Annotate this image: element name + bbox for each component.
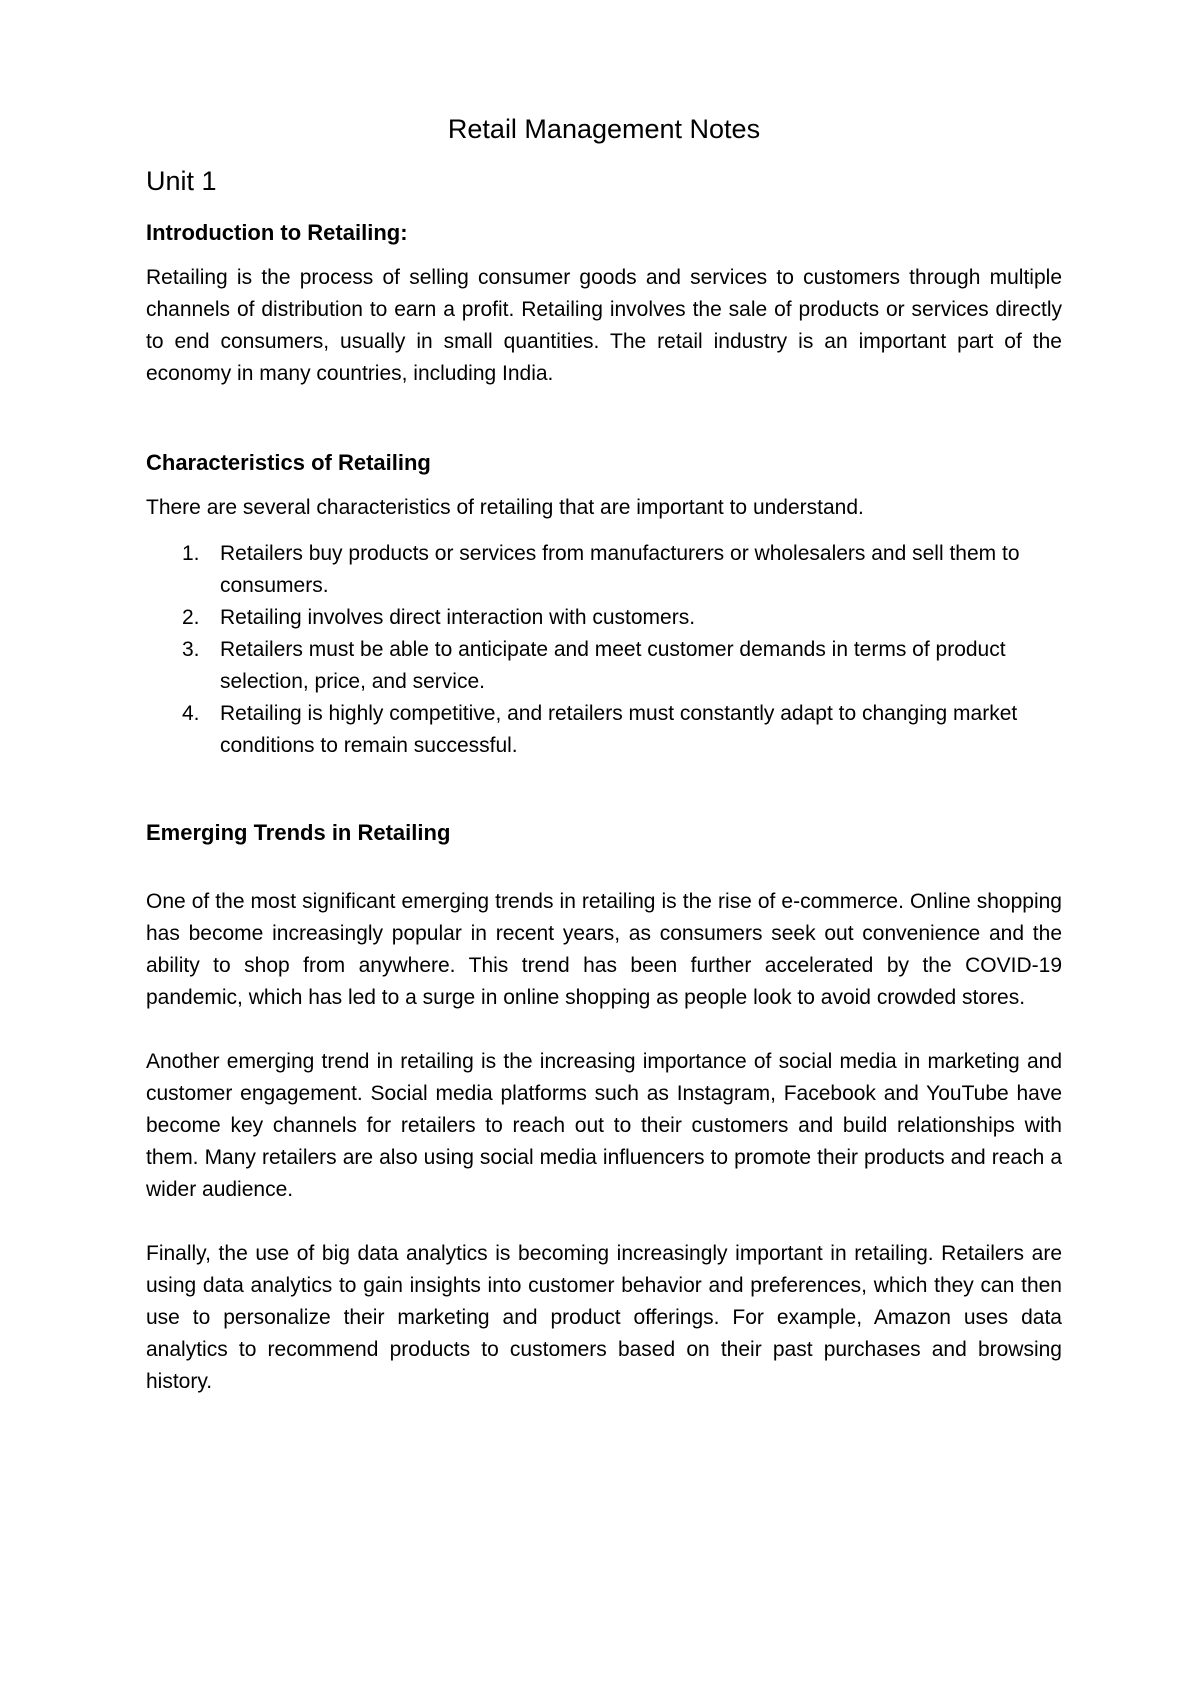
document-content [146, 112, 1062, 1398]
list-item-number: 2. [182, 606, 200, 629]
list-item-number: 1. [182, 542, 200, 565]
list-item-text: Retailing is highly competitive, and retailers must constantly adapt to changing market conditions to remain successful. [220, 702, 1018, 757]
list-item-number: 3. [182, 638, 200, 661]
list-item-text: Retailing involves direct interaction with customers. [220, 606, 696, 629]
section-heading-introduction: Introduction to Retailing: [146, 220, 408, 245]
list-item [146, 602, 1062, 634]
unit-heading: Unit 1 [146, 166, 217, 196]
document-title: Retail Management Notes [447, 114, 761, 144]
introduction-paragraph: Retailing is the process of selling consumer goods and services to customers through multiple channels of distribution to earn a profit. Retailing involves the sale of products or services directly to end consumers, usually in small quantities. The retail industry is an important part of the economy in many countries, including India. [146, 266, 1062, 385]
list-item [146, 634, 1062, 698]
list-item-number: 4. [182, 702, 200, 725]
trends-paragraph-big-data: Finally, the use of big data analytics is becoming increasingly important in retailing. Retailers are using data analytics to gain insights into customer behavior and preferences, which they can then use to personalize their marketing and product offerings. For example, Amazon uses data analytics to recommend products to customers based on their past purchases and browsing history. [146, 1242, 1062, 1393]
trends-paragraph-ecommerce: One of the most significant emerging trends in retailing is the rise of e-commerce. Online shopping has become increasingly popular in recent years, as consumers seek out convenience and the ability to shop from anywhere. This trend has been further accelerated by the COVID-19 pandemic, which has led to a surge in online shopping as people look to avoid crowded stores. [146, 890, 1062, 1009]
list-item-text: Retailers buy products or services from manufacturers or wholesalers and sell them to consumers. [220, 542, 1020, 597]
list-item [146, 538, 1062, 602]
characteristics-list [146, 538, 1062, 762]
section-heading-emerging-trends: Emerging Trends in Retailing [146, 820, 451, 845]
trends-paragraph-social-media: Another emerging trend in retailing is the increasing importance of social media in marketing and customer engagement. Social media platforms such as Instagram, Facebook and YouTube have become key channels for retailers to reach out to their customers and build relationships with them. Many retailers are also using social media influencers to promote their products and reach a wider audience. [146, 1050, 1062, 1201]
characteristics-lead-paragraph: There are several characteristics of retailing that are important to understand. [146, 496, 864, 519]
section-heading-characteristics: Characteristics of Retailing [146, 450, 431, 475]
list-item [146, 698, 1062, 762]
list-item-text: Retailers must be able to anticipate and meet customer demands in terms of product selection, price, and service. [220, 638, 1006, 693]
